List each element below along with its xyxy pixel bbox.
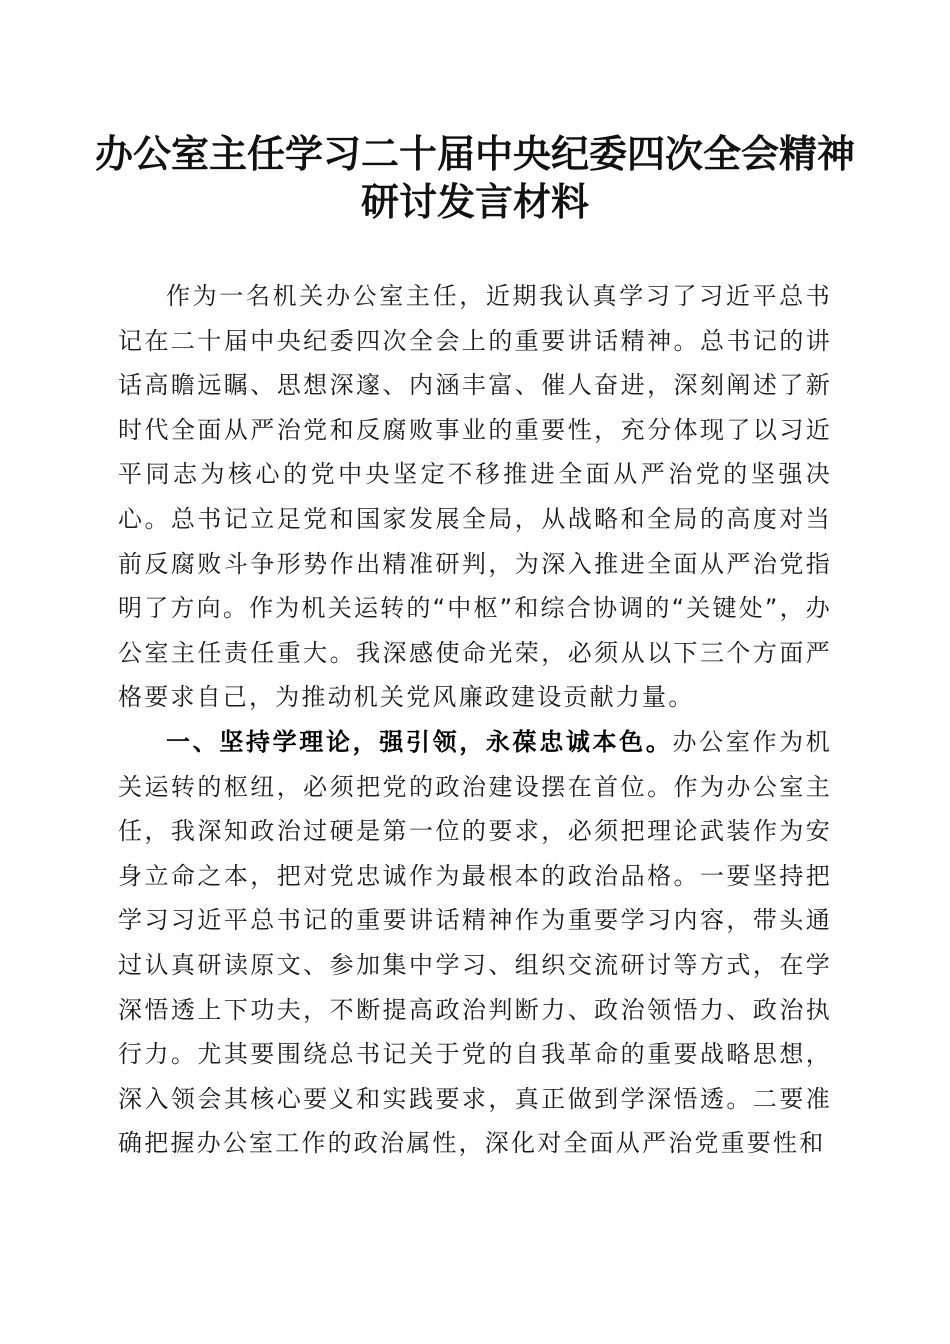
title-line-1: 办公室主任学习二十届中央纪委四次全会精神 xyxy=(94,131,855,176)
document-title xyxy=(0,130,950,226)
paragraph-intro: 作为一名机关办公室主任，近期我认真学习了习近平总书记在二十届中央纪委四次全会上的重要讲话精神。总书记的讲话高瞻远瞩、思想深邃、内涵丰富、催人奋进，深刻阐述了新时代全面从严治党和反腐败事业的重要性，充分体现了以习近平同志为核心的党中央坚定不移推进全面从严治党的坚强决心。总书记立足党和国家发展全局，从战略和全局的高度对当前反腐败斗争形势作出精准研判，为深入推进全面从严治党指明了方向。作为机关运转的“中枢”和综合协调的“关键处”，办公室主任责任重大。我深感使命光荣，必须从以下三个方面严格要求自己，为推动机关党风廉政建设贡献力量。 xyxy=(118,282,832,712)
section-1-text: 办公室作为机关运转的枢纽，必须把党的政治建设摆在首位。作为办公室主任，我深知政治过硬是第一位的要求，必须把理论武装作为安身立命之本，把对党忠诚作为最根本的政治品格。一要坚持把学习习近平总书记的重要讲话精神作为重要学习内容，带头通过认真研读原文、参加集中学习、组织交流研讨等方式，在学深悟透上下功夫，不断提高政治判断力、政治领悟力、政治执行力。尤其要围绕总书记关于党的自我革命的重要战略思想，深入领会其核心要义和实践要求，真正做到学深悟透。二要准确把握办公室工作的政治属性，深化对全面从严治党重要性和 xyxy=(118,727,832,1158)
document-body xyxy=(118,274,832,1166)
section-1-heading: 一、坚持学理论，强引领，永葆忠诚本色。 xyxy=(166,727,673,756)
paragraph-section-1 xyxy=(118,720,832,1166)
title-line-2: 研讨发言材料 xyxy=(360,179,589,224)
